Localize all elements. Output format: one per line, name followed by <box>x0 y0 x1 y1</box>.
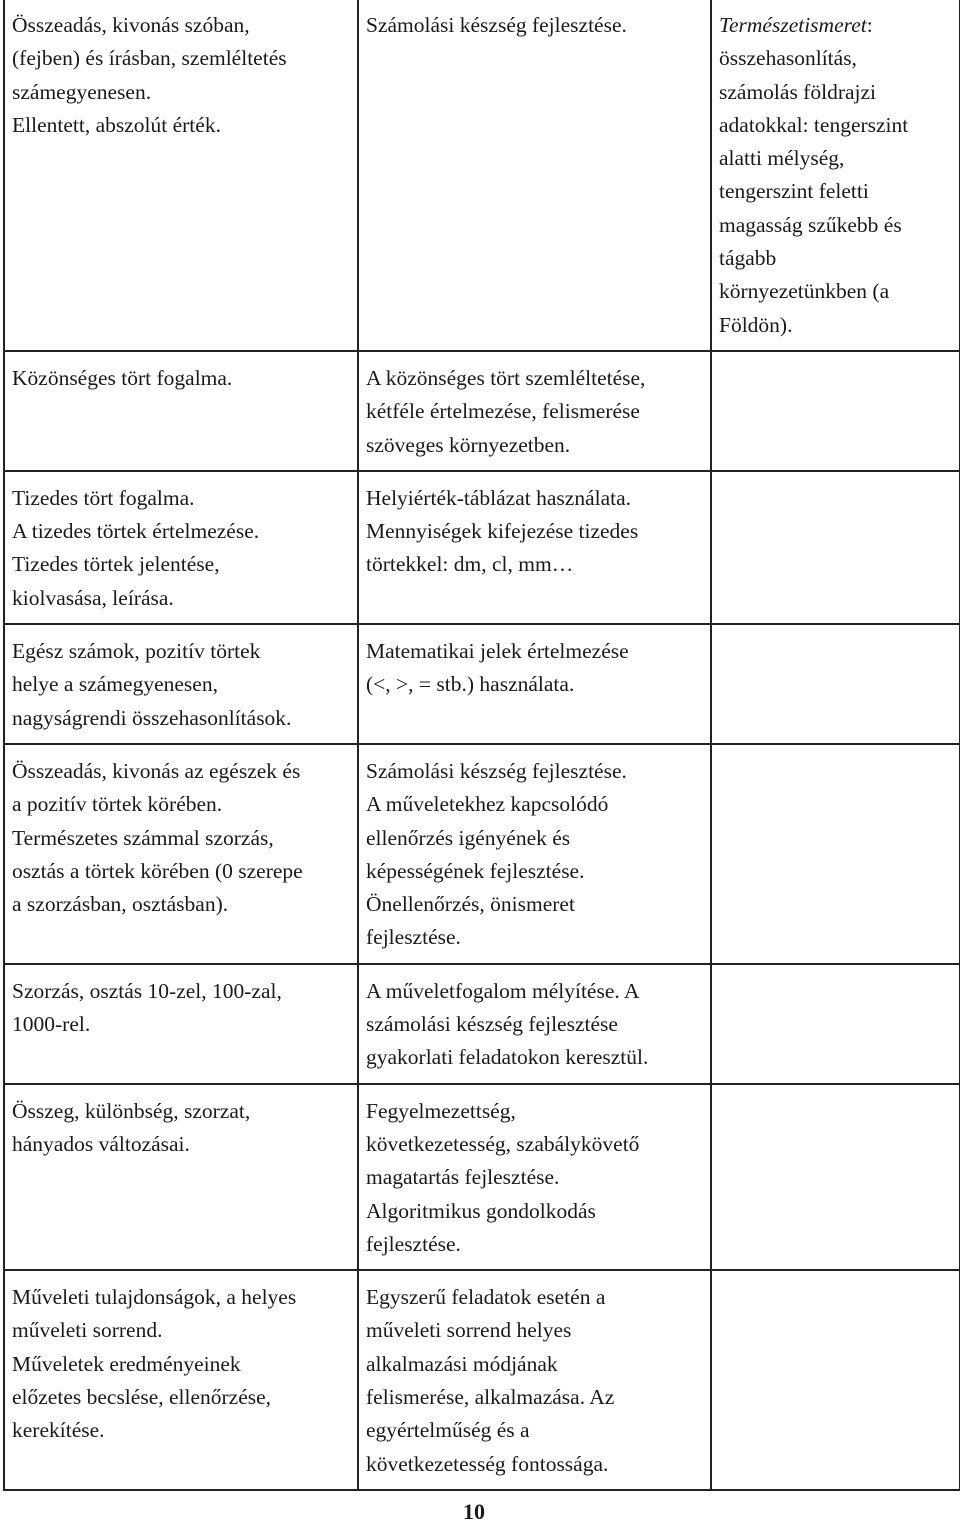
cell-line: adatokkal: tengerszint <box>719 112 909 137</box>
cell-line: kerekítése. <box>12 1418 105 1443</box>
connections-colon: : <box>866 13 873 37</box>
connections-cell <box>711 0 960 351</box>
cell-line: műveleti sorrend. <box>12 1318 163 1343</box>
development-cell <box>358 624 711 744</box>
cell-line: környezetünkben (a <box>719 279 890 304</box>
cell-line: egyértelműség és a <box>366 1418 530 1443</box>
cell-line: Műveleti tulajdonságok, a helyes <box>12 1285 297 1310</box>
table-row <box>4 964 960 1084</box>
cell-line: Helyiérték-táblázat használata. <box>366 485 632 510</box>
table-row <box>4 1084 960 1270</box>
cell-line: számegyenesen. <box>12 79 152 104</box>
cell-line: tengerszint feletti <box>719 179 869 204</box>
cell-line: A közönséges tört szemléltetése, <box>366 365 646 390</box>
cell-line: ellenőrzés igényének és <box>366 825 571 850</box>
cell-line: A műveletekhez kapcsolódó <box>366 792 609 817</box>
cell-line: osztás a törtek körében (0 szerepe <box>12 858 303 883</box>
cell-line: A tizedes törtek értelmezése. <box>12 519 260 544</box>
table-row <box>4 744 960 964</box>
table-row <box>4 471 960 624</box>
connections-cell <box>711 624 960 744</box>
cell-line: összehasonlítás, <box>719 46 857 71</box>
cell-line: hányados változásai. <box>12 1131 190 1156</box>
cell-line: Tizedes tört fogalma. <box>12 485 195 510</box>
cell-line: Tizedes törtek jelentése, <box>12 552 220 577</box>
cell-line: Természetes számmal szorzás, <box>12 825 274 850</box>
cell-line: következetesség fontossága. <box>366 1451 609 1476</box>
cell-line: magatartás fejlesztése. <box>366 1165 560 1190</box>
topic-cell <box>4 0 358 351</box>
cell-line: alkalmazási módjának <box>366 1351 558 1376</box>
cell-line: Összeadás, kivonás szóban, <box>12 13 250 37</box>
cell-line: Ellentett, abszolút érték. <box>12 112 221 137</box>
cell-line: Összeadás, kivonás az egészek és <box>12 758 301 783</box>
development-cell <box>358 964 711 1084</box>
connections-cell <box>711 471 960 624</box>
cell-line: (fejben) és írásban, szemléltetés <box>12 46 287 71</box>
curriculum-table <box>3 0 960 1491</box>
cell-line: alatti mélység, <box>719 146 845 171</box>
development-cell <box>358 351 711 471</box>
table-row <box>4 624 960 744</box>
connections-cell <box>711 964 960 1084</box>
cell-line: műveleti sorrend helyes <box>366 1318 572 1343</box>
cell-line: fejlesztése. <box>366 1231 461 1256</box>
cell-line: törtekkel: dm, cl, mm… <box>366 552 574 577</box>
cell-line: fejlesztése. <box>366 925 461 950</box>
development-cell <box>358 744 711 964</box>
cell-line: kétféle értelmezése, felismerése <box>366 399 640 424</box>
cell-line: Számolási készség fejlesztése. <box>366 758 627 783</box>
cell-line: képességének fejlesztése. <box>366 858 585 883</box>
development-cell <box>358 1084 711 1270</box>
cell-line: Egyszerű feladatok esetén a <box>366 1285 606 1310</box>
table-row <box>4 1270 960 1490</box>
cell-line: Mennyiségek kifejezése tizedes <box>366 519 639 544</box>
cell-line: 1000-rel. <box>12 1012 91 1037</box>
cell-line: a szorzásban, osztásban). <box>12 892 229 917</box>
development-cell <box>358 1270 711 1490</box>
connections-cell <box>711 351 960 471</box>
cell-line: számolás földrajzi <box>719 79 877 104</box>
cell-line: helye a számegyenesen, <box>12 672 218 697</box>
connections-cell <box>711 1270 960 1490</box>
table-row <box>4 0 960 351</box>
cell-line: Önellenőrzés, önismeret <box>366 892 575 917</box>
cell-line: kiolvasása, leírása. <box>12 585 174 610</box>
development-cell <box>358 0 711 351</box>
cell-line: Számolási készség fejlesztése. <box>366 13 627 37</box>
topic-cell <box>4 624 358 744</box>
cell-line: Összeg, különbség, szorzat, <box>12 1098 251 1123</box>
cell-line <box>719 9 953 42</box>
cell-line: Algoritmikus gondolkodás <box>366 1198 596 1223</box>
cell-line: magasság szűkebb és <box>719 212 902 237</box>
page-number: 10 <box>463 1499 485 1524</box>
cell-line: a pozitív törtek körében. <box>12 792 223 817</box>
cell-line: (<, >, = stb.) használata. <box>366 672 575 697</box>
development-cell <box>358 471 711 624</box>
topic-cell <box>4 1270 358 1490</box>
topic-cell <box>4 351 358 471</box>
cell-line: gyakorlati feladatokon keresztül. <box>366 1045 649 1070</box>
connections-subject-label: Természetismeret <box>719 13 867 37</box>
cell-line: felismerése, alkalmazása. Az <box>366 1384 615 1409</box>
cell-line: következetesség, szabálykövető <box>366 1131 640 1156</box>
topic-cell <box>4 1084 358 1270</box>
cell-line: tágabb <box>719 246 777 271</box>
topic-cell <box>4 744 358 964</box>
cell-line: előzetes becslése, ellenőrzése, <box>12 1384 272 1409</box>
cell-line: Közönséges tört fogalma. <box>12 365 233 390</box>
table-row <box>4 351 960 471</box>
cell-line: szöveges környezetben. <box>366 432 571 457</box>
connections-cell <box>711 744 960 964</box>
cell-line: számolási készség fejlesztése <box>366 1012 618 1037</box>
cell-line: Földön). <box>719 312 793 337</box>
cell-line: Szorzás, osztás 10-zel, 100-zal, <box>12 978 282 1003</box>
cell-line: Egész számok, pozitív törtek <box>12 639 261 664</box>
topic-cell <box>4 471 358 624</box>
connections-cell <box>711 1084 960 1270</box>
cell-line: A műveletfogalom mélyítése. A <box>366 978 640 1003</box>
cell-line: Fegyelmezettség, <box>366 1098 516 1123</box>
cell-line: Műveletek eredményeinek <box>12 1351 241 1376</box>
cell-line: Matematikai jelek értelmezése <box>366 639 629 664</box>
topic-cell <box>4 964 358 1084</box>
cell-line: nagyságrendi összehasonlítások. <box>12 705 292 730</box>
